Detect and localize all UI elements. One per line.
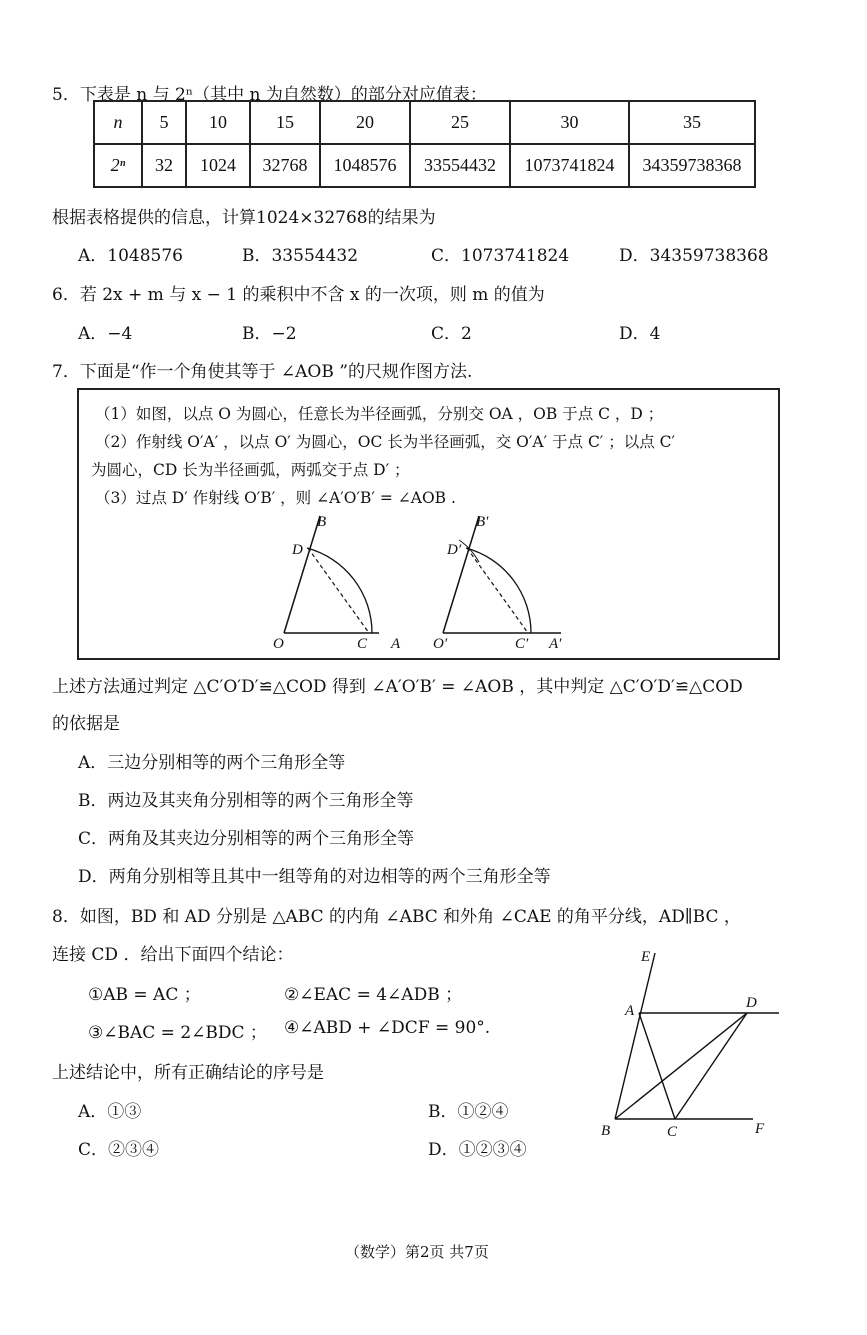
q8-option-c: C．②③④ (78, 1140, 160, 1160)
q7-step-2a: （2）作射线 O′A′ ，以点 O′ 为圆心，OC 长为半径画弧，交 O′A′ 于点 C′ ；以点 C′ (95, 433, 676, 451)
q7-option-c: C．两角及其夹边分别相等的两个三角形全等 (78, 829, 415, 849)
q8-prompt: 上述结论中，所有正确结论的序号是 (52, 1063, 324, 1083)
q7-conclusion-line-1: 上述方法通过判定 △C′O′D′≌△COD 得到 ∠A′O′B′ = ∠AOB ，其中判定 △C′O′D′≌△COD (52, 677, 743, 697)
table-cell: 10 (186, 101, 250, 144)
label-c: C (667, 1124, 678, 1140)
page-footer: （数学）第2页 共7页 (345, 1243, 489, 1261)
table-cell: 30 (510, 101, 629, 144)
table-cell: 25 (410, 101, 510, 144)
table-cell: 1024 (186, 144, 250, 187)
table-cell: 32 (142, 144, 186, 187)
q7-step-1: （1）如图，以点 O 为圆心，任意长为半径画弧，分别交 OA ，OB 于点 C ，D ； (95, 405, 664, 423)
q5-option-a: A．1048576 (78, 246, 183, 266)
q8-conclusion-1: ①AB = AC ； (88, 985, 201, 1005)
q8-conclusion-2: ②∠EAC = 4∠ADB ； (284, 985, 463, 1005)
q7-stem: 7．下面是“作一个角使其等于 ∠AOB ”的尺规作图方法. (52, 362, 473, 382)
q5-stem: 5．下表是 n 与 2ⁿ（其中 n 为自然数）的部分对应值表： (52, 85, 487, 105)
table-cell: 32768 (250, 144, 320, 187)
ray-ob (284, 516, 320, 633)
q7-conclusion-line-2: 的依据是 (52, 714, 120, 734)
q5-option-d: D．34359738368 (619, 246, 769, 266)
table-cell: 20 (320, 101, 410, 144)
label-b-prime: B′ (476, 514, 489, 530)
label-d: D (746, 995, 757, 1011)
q8-stem-line-2: 连接 CD ．给出下面四个结论： (52, 945, 294, 965)
q5-option-c: C．1073741824 (431, 246, 570, 266)
label-a: A (625, 1003, 635, 1019)
label-c: C (357, 636, 368, 652)
line-ac (639, 1013, 675, 1119)
line-be (615, 953, 655, 1119)
q8-triangle-figure (595, 945, 790, 1145)
ray-o2b2 (443, 516, 479, 633)
segment-c2d2 (467, 548, 528, 633)
q7-option-b: B．两边及其夹角分别相等的两个三角形全等 (78, 791, 414, 811)
table-cell: 1048576 (320, 144, 410, 187)
q8-conclusion-3: ③∠BAC = 2∠BDC ； (88, 1023, 267, 1043)
q6-option-a: A．−4 (78, 324, 133, 344)
segment-cd (308, 548, 369, 633)
table-cell: 33554432 (410, 144, 510, 187)
line-bd (615, 1013, 747, 1119)
table-cell: n (94, 101, 142, 144)
q7-step-3: （3）过点 D′ 作射线 O′B′ ，则 ∠A′O′B′ = ∠AOB . (95, 489, 456, 507)
q7-construction-figures (79, 390, 778, 658)
label-f: F (755, 1121, 765, 1137)
table-row (94, 101, 755, 144)
figure-constructed-angle (433, 514, 562, 652)
q5-prompt: 根据表格提供的信息，计算1024×32768的结果为 (52, 208, 436, 228)
q8-conclusion-4: ④∠ABD + ∠DCF = 90°. (284, 1018, 491, 1038)
line-cd (675, 1013, 747, 1119)
label-d-prime: D′ (447, 542, 462, 558)
table-cell: 35 (629, 101, 755, 144)
q7-step-2b: 为圆心，CD 长为半径画弧，两弧交于点 D′ ； (91, 461, 410, 479)
table-cell: 1073741824 (510, 144, 629, 187)
table-cell: 2ⁿ (94, 144, 142, 187)
label-c-prime: C′ (515, 636, 529, 652)
label-d: D (292, 542, 303, 558)
q6-option-c: C．2 (431, 324, 472, 344)
q8-option-d: D．①②③④ (428, 1140, 527, 1160)
label-b: B (601, 1123, 611, 1139)
q8-option-a: A．①③ (78, 1102, 142, 1122)
q7-construction-box (77, 388, 780, 660)
label-e: E (641, 949, 651, 965)
table-cell: 5 (142, 101, 186, 144)
figure-original-angle (273, 514, 401, 652)
label-b: B (317, 514, 327, 530)
q6-option-b: B．−2 (242, 324, 297, 344)
table-cell: 34359738368 (629, 144, 755, 187)
q6-stem: 6．若 2x + m 与 x − 1 的乘积中不含 x 的一次项，则 m 的值为 (52, 285, 545, 305)
table-row (94, 144, 755, 187)
q8-option-b: B．①②④ (428, 1102, 509, 1122)
label-a-prime: A′ (549, 636, 562, 652)
label-o-prime: O′ (433, 636, 448, 652)
q5-value-table (93, 100, 756, 188)
q6-option-d: D．4 (619, 324, 661, 344)
table-cell: 15 (250, 101, 320, 144)
q8-stem-line-1: 8．如图，BD 和 AD 分别是 △ABC 的内角 ∠ABC 和外角 ∠CAE 的角平分线，AD∥BC ， (52, 907, 741, 927)
q5-option-b: B．33554432 (242, 246, 359, 266)
q7-option-d: D．两角分别相等且其中一组等角的对边相等的两个三角形全等 (78, 867, 551, 887)
label-o: O (273, 636, 284, 652)
label-a: A (391, 636, 401, 652)
q7-option-a: A．三边分别相等的两个三角形全等 (78, 753, 346, 773)
